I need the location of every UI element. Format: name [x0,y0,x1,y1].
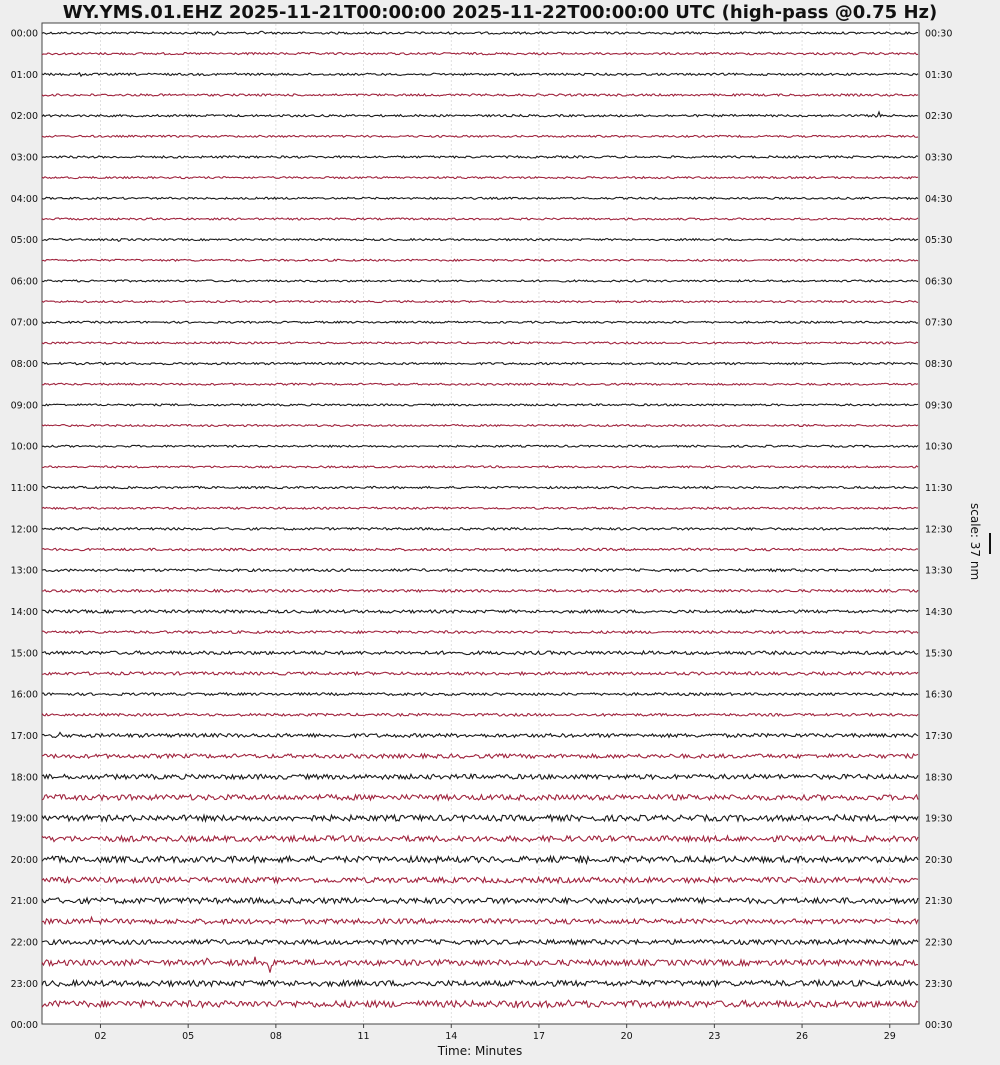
left-time-label: 20:00 [10,854,38,866]
right-time-label: 15:30 [925,648,953,660]
left-time-label: 10:00 [10,441,38,453]
left-time-label: 04:00 [10,193,38,205]
right-time-label: 01:30 [925,69,953,81]
right-time-label: 11:30 [925,483,953,495]
left-time-label: 02:00 [10,111,38,123]
right-time-label: 00:30 [925,1020,953,1032]
scale-label: scale: 37 nm [968,503,982,581]
left-time-label: 06:00 [10,276,38,288]
x-tick-label-14: 14 [445,1031,458,1042]
right-time-label: 20:30 [925,854,953,866]
left-time-label: 18:00 [10,772,38,784]
right-time-label: 03:30 [925,152,953,164]
right-time-label: 00:30 [925,28,953,40]
right-time-label: 13:30 [925,565,953,577]
x-tick-label-02: 02 [94,1031,107,1042]
chart-title: WY.YMS.01.EHZ 2025-11-21T00:00:00 2025-11-22T00:00:00 UTC (high-pass @0.75 Hz) [62,2,938,23]
right-time-label: 17:30 [925,730,953,742]
left-time-label: 15:00 [10,648,38,660]
x-tick-label-20: 20 [620,1031,633,1042]
right-time-label: 22:30 [925,937,953,949]
right-time-label: 19:30 [925,813,953,825]
right-time-label: 09:30 [925,400,953,412]
right-time-label: 18:30 [925,772,953,784]
left-time-label: 14:00 [10,606,38,618]
plot-area [42,23,919,1024]
left-time-label: 11:00 [10,483,38,495]
x-tick-label-23: 23 [708,1031,721,1042]
left-time-label: 09:00 [10,400,38,412]
left-time-label: 21:00 [10,896,38,908]
left-time-label: 22:00 [10,937,38,949]
x-tick-label-26: 26 [796,1031,809,1042]
left-time-label: 12:00 [10,524,38,536]
x-tick-label-11: 11 [357,1031,370,1042]
left-time-label: 17:00 [10,730,38,742]
right-time-label: 16:30 [925,689,953,701]
x-tick-label-05: 05 [182,1031,195,1042]
right-time-label: 14:30 [925,606,953,618]
left-time-label: 05:00 [10,235,38,247]
right-time-label: 08:30 [925,359,953,371]
right-time-label: 21:30 [925,896,953,908]
right-time-label: 04:30 [925,193,953,205]
right-time-label: 02:30 [925,111,953,123]
right-time-label: 12:30 [925,524,953,536]
x-tick-label-17: 17 [532,1031,546,1042]
left-time-label: 03:00 [10,152,38,164]
left-time-label: 23:00 [10,978,38,990]
left-time-label: 01:00 [10,69,38,81]
left-time-label: 16:00 [10,689,38,701]
right-time-label: 10:30 [925,441,953,453]
x-axis-label: Time: Minutes [437,1044,523,1058]
left-time-label: 13:00 [10,565,38,577]
x-tick-label-29: 29 [883,1031,896,1042]
right-time-label: 06:30 [925,276,953,288]
x-tick-label-08: 08 [269,1031,282,1042]
left-time-label: 07:00 [10,317,38,329]
right-time-label: 07:30 [925,317,953,329]
left-time-label: 19:00 [10,813,38,825]
left-time-label: 00:00 [10,1020,38,1032]
left-time-label: 00:00 [10,28,38,40]
left-time-label: 08:00 [10,359,38,371]
right-time-label: 23:30 [925,978,953,990]
right-time-label: 05:30 [925,235,953,247]
